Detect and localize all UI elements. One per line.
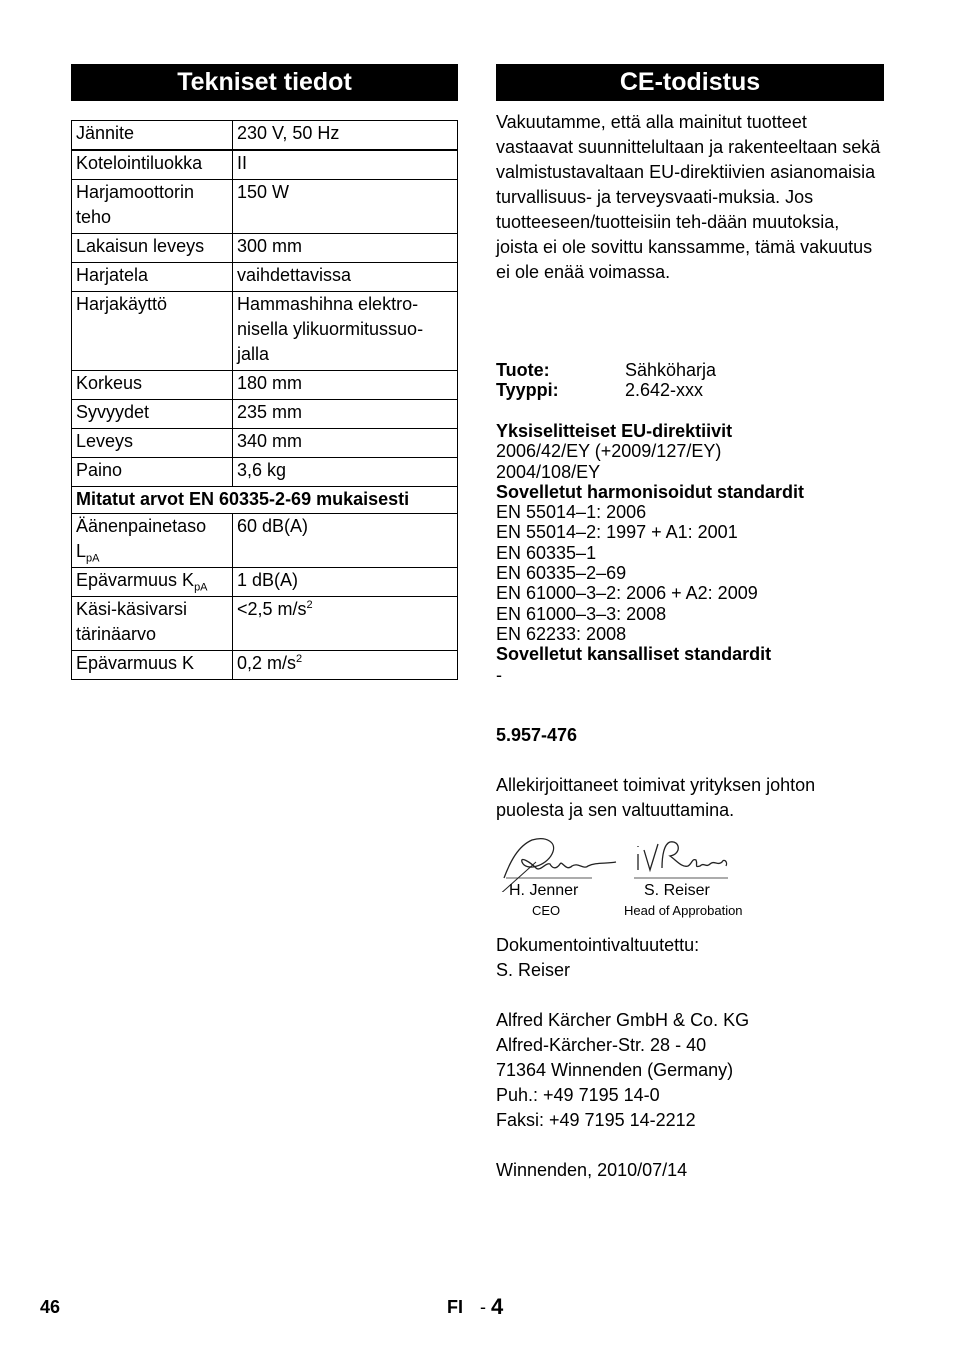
spec-value: 340 mm (233, 429, 458, 458)
specs-table (71, 120, 458, 680)
table-row (72, 150, 458, 180)
directive-item: 2004/108/EY (496, 461, 601, 482)
standard-item: EN 61000–3–2: 2006 + A2: 2009 (496, 583, 758, 604)
address-line: Alfred Kärcher GmbH & Co. KG (496, 1010, 750, 1030)
spec-value: II (233, 150, 458, 180)
spec-label: Käsi-käsivarsi tärinäarvo (72, 597, 233, 651)
harmonised-heading: Sovelletut harmonisoidut standardit (496, 481, 805, 502)
footer-section-number: 4 (491, 1294, 504, 1319)
table-row (72, 651, 458, 680)
superscript: 2 (296, 653, 303, 665)
spec-value: 1 dB(A) (233, 568, 458, 597)
spec-label: Leveys (72, 429, 233, 458)
spec-label: Kotelointiluokka (72, 150, 233, 180)
table-row (72, 568, 458, 597)
standard-item: EN 62233: 2008 (496, 623, 627, 644)
product-value: Sähköharja (625, 360, 717, 380)
authorised-label: Dokumentointivaltuutettu: (496, 935, 700, 955)
spec-value (233, 597, 458, 651)
table-row (72, 458, 458, 487)
footer-language: FI (447, 1297, 463, 1317)
subscript: pA (194, 581, 208, 594)
table-row (72, 234, 458, 263)
standard-item: EN 55014–1: 2006 (496, 502, 647, 523)
section-title-tekniset-tiedot: Tekniset tiedot (71, 64, 458, 101)
signatory-role: Head of Approbation (624, 903, 743, 918)
address-line: 71364 Winnenden (Germany) (496, 1060, 734, 1080)
spec-value: 150 W (233, 180, 458, 234)
table-row (72, 514, 458, 568)
type-label: Tyyppi: (496, 380, 559, 401)
spec-label (72, 568, 233, 597)
signatory-name: H. Jenner (509, 882, 579, 899)
authorised-block (496, 933, 699, 983)
standard-item: EN 60335–2–69 (496, 563, 627, 584)
table-row (72, 400, 458, 429)
sound-pressure-label: Äänenpainetaso L (76, 516, 207, 561)
standard-item: EN 61000–3–3: 2008 (496, 603, 667, 624)
spec-label (72, 514, 233, 568)
directives-heading: Yksiselitteiset EU-direktiivit (496, 421, 733, 441)
signature-area (496, 832, 756, 922)
spec-label: Harjakäyttö (72, 292, 233, 371)
vibration-uncertainty-value: 0,2 m/s (237, 653, 297, 673)
spec-label: Epävarmuus K (72, 651, 233, 680)
superscript: 2 (306, 599, 313, 611)
spec-value: 300 mm (233, 234, 458, 263)
table-row (72, 292, 458, 371)
place-date: Winnenden, 2010/07/14 (496, 1160, 688, 1180)
table-row (72, 263, 458, 292)
measured-values-heading: Mitatut arvot EN 60335-2-69 mukaisesti (72, 487, 458, 514)
standards-block (496, 421, 886, 685)
spec-value: 60 dB(A) (233, 514, 458, 568)
signatories-statement: Allekirjoittaneet toimivat yrityksen johton puolesta ja sen valtuuttamina. (496, 775, 816, 820)
spec-label: Jännite (72, 121, 233, 151)
spec-value: 235 mm (233, 400, 458, 429)
authorised-name: S. Reiser (496, 960, 571, 980)
spec-value: vaihdettavissa (233, 263, 458, 292)
table-row (72, 371, 458, 400)
footer-dash: - (480, 1297, 486, 1317)
address-line: Faksi: +49 7195 14-2212 (496, 1110, 696, 1130)
spec-label: Paino (72, 458, 233, 487)
spec-value (233, 651, 458, 680)
national-value: - (496, 664, 502, 685)
product-label: Tuote: (496, 360, 550, 380)
type-value: 2.642-xxx (625, 380, 704, 401)
spec-label: Harjatela (72, 263, 233, 292)
type-row (496, 380, 886, 400)
declaration-intro: Vakuutamme, että alla mainitut tuotteet vastaavat suunnittelultaan ja rakenteeltaan sekä valmistustavaltaan EU-direktiivien asianomaisia turvallisuus- ja terveysvaati-muksia. Jos tuotteeseen/tuotteisiin teh-dään muutoksia, joista ei ole sovittu kanssamme, tämä vakuutus ei ole enää voimassa. (496, 112, 881, 282)
spec-value: 180 mm (233, 371, 458, 400)
section-title-ce-todistus: CE-todistus (496, 64, 884, 101)
table-row (72, 597, 458, 651)
directive-item: 2006/42/EY (+2009/127/EY) (496, 441, 722, 462)
page-number: 46 (40, 1297, 61, 1317)
spec-label: Lakaisun leveys (72, 234, 233, 263)
table-row (72, 121, 458, 151)
product-row (496, 360, 886, 380)
address-line: Puh.: +49 7195 14-0 (496, 1085, 660, 1105)
product-block (496, 360, 886, 401)
table-row (72, 429, 458, 458)
national-heading: Sovelletut kansalliset standardit (496, 644, 772, 665)
spec-label: Harjamoottorin teho (72, 180, 233, 234)
spec-label: Korkeus (72, 371, 233, 400)
spec-label: Syvyydet (72, 400, 233, 429)
spec-value: 230 V, 50 Hz (233, 121, 458, 151)
signatory-name: S. Reiser (644, 882, 710, 899)
standard-item: EN 55014–2: 1997 + A1: 2001 (496, 522, 738, 543)
signatory-role: CEO (532, 903, 561, 918)
spec-value: Hammashihna elektro-nisella ylikuormitussuo-jalla (233, 292, 458, 371)
document-number: 5.957-476 (496, 725, 578, 745)
table-section-header (72, 487, 458, 514)
subscript: pA (86, 552, 100, 565)
address-line: Alfred-Kärcher-Str. 28 - 40 (496, 1035, 707, 1055)
standard-item: EN 60335–1 (496, 542, 597, 563)
vibration-value: <2,5 m/s (237, 599, 307, 619)
spec-value: 3,6 kg (233, 458, 458, 487)
table-row (72, 180, 458, 234)
uncertainty-label: Epävarmuus K (76, 570, 195, 590)
company-address (496, 1008, 749, 1133)
